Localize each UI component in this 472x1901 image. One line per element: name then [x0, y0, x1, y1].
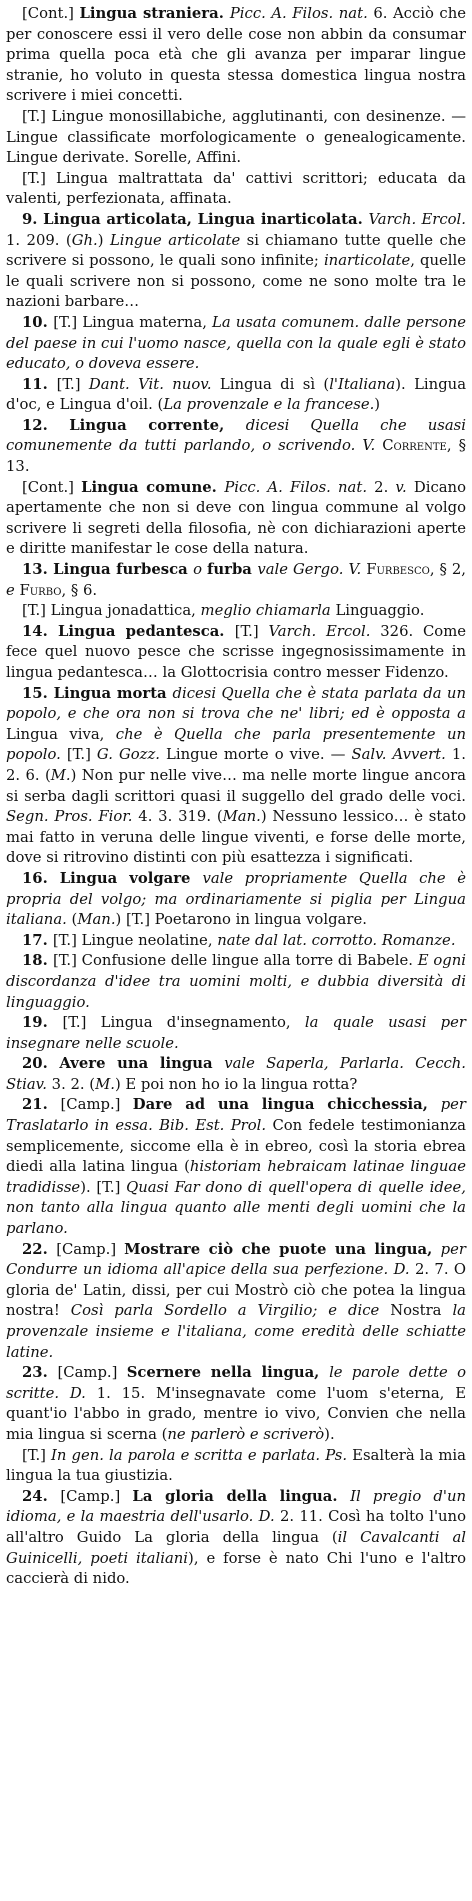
dictionary-entry [6, 1240, 466, 1364]
entry-text: 326. Come fece quel nuovo pesce che scrisse ingegnosissimamente in lingua pedantesca… la Glottocrisia contro messer Fidenzo. [6, 622, 466, 681]
entry-text: Varch. Ercol. [368, 210, 466, 228]
entry-text: 20. Avere una lingua [22, 1055, 225, 1073]
dictionary-entry [6, 560, 466, 601]
entry-text: ). [324, 1425, 335, 1443]
dictionary-entry [6, 313, 466, 375]
entry-text: dicesi Quella che è stata parlata da un popolo, e che ora non si trova che ne' libri; ed è opposta a [6, 684, 466, 723]
entry-text: ) Nessuno lessico… è stato mai fatto in veruna delle lingue viventi, e forse delle morte, dove si ritrovino distinti con più esattezza i significati. [6, 808, 466, 867]
dictionary-entry [6, 1095, 466, 1239]
entry-text: Linguaggio. [330, 602, 425, 620]
entry-text: Segn. Pros. Fior. [6, 808, 133, 826]
entry-text: [Cont.] [22, 478, 82, 496]
entry-text: Scernere nella lingua, [126, 1364, 330, 1382]
entry-text: furba [207, 561, 258, 579]
entry-text: Corrente [382, 437, 447, 455]
entry-text: ) [97, 231, 110, 249]
entry-text: [T.] Lingua d'insegnamento, [62, 1014, 305, 1032]
entry-text: Dant. Vit. nuov. [88, 375, 212, 393]
entry-text: [T.] [234, 622, 269, 640]
entry-text: ) Non pur nelle vive… ma nelle morte lingue ancora si serba dagli scrittori quasi il suggello del grado delle voci. [6, 766, 466, 805]
entry-text: Il pregio d'un idioma, e la maestria dell'usarlo. D. [6, 1487, 467, 1526]
entry-text: [T.] Lingua materna, [53, 313, 212, 331]
entry-text: nate dal lat. corrotto. Romanze. [217, 931, 456, 949]
dictionary-entry [6, 1487, 466, 1590]
entry-text: Con fedele testimonianza semplicemente, siccome ella è in ebreo, così la storia ebrea diedi alla latina lingua ( [6, 1117, 467, 1176]
entry-text: ). Lingua d'oc, e Lingua d'oil. ( [6, 375, 467, 414]
entry-text: Quasi Far dono di quell'opera di quelle idee, non tanto alla lingua quanto alle menti degli uomini che la parlano. [6, 1178, 467, 1238]
entry-text: ) [T.] Poetarono in lingua volgare. [115, 911, 367, 929]
entry-text: la provenzale insieme e l'italiana, come eredità delle schiatte latine. [6, 1302, 466, 1361]
entry-text: Furbo [19, 581, 62, 599]
dictionary-entry [6, 210, 466, 313]
entry-text: Dicano apertamente che non si deve con lingua commune al volgo scrivere li segreti della filosofia, nè con dichiarazioni aperte e diritte manifestar le cose della natura. [6, 478, 466, 558]
dictionary-entry [6, 601, 466, 622]
entry-text: vale propriamente Quella che è propria del volgo; ma ordinariamente si piglia per Lingua italiana. [6, 869, 467, 929]
entry-text: inarticolate [323, 252, 411, 270]
entry-text: 12. Lingua corrente, [22, 416, 246, 434]
entry-text: meglio chiamarla [200, 602, 331, 620]
entry-text: 1. 209. ( [6, 231, 72, 249]
entry-text: Salv. Avvert. [351, 746, 446, 764]
entry-text: [Cont.] [22, 5, 80, 22]
entry-text: Varch. Ercol. [268, 622, 371, 640]
entry-text: Lingua di sì ( [211, 375, 330, 393]
entry-text: M. [50, 766, 71, 784]
entry-text: ). [T.] [80, 1178, 127, 1196]
entry-text: G. Gozz. [96, 746, 160, 764]
entry-text: [Camp.] [56, 1240, 125, 1258]
dictionary-entry [6, 622, 466, 684]
entry-text: Dare ad una lingua chicchessia, [132, 1096, 441, 1114]
entry-text: In gen. la parola e scritta e parlata. Ps. [51, 1446, 348, 1464]
dictionary-entry [6, 931, 466, 952]
entry-text: l'Italiana [329, 375, 396, 393]
entry-text: [T.] [56, 375, 89, 393]
entry-text: E ogni discordanza d'idee tra uomini molti, e dubbia diversità di linguaggio. [6, 952, 466, 1011]
entry-text: Esalterà la mia lingua la tua giustizia. [6, 1446, 466, 1485]
entry-text: e [6, 581, 20, 599]
entry-text: historiam hebraicam latinae linguae tradidisse [6, 1158, 467, 1196]
dictionary-entry [6, 1446, 466, 1487]
dictionary-entry [6, 416, 466, 478]
entry-text: [Camp.] [60, 1096, 133, 1114]
entry-text: [T.] Confusione delle lingue alla torre di Babele. [52, 952, 418, 970]
entry-text: 23. [22, 1364, 58, 1382]
entry-text: 6. Acciò che per conoscere essi il vero delle cose non abbin da consumar prima quella poca età che gli avanza per imparar lingue stranie, ho voluto in questa stessa domestica lingua nostra scrivere i miei concetti. [6, 5, 467, 105]
entry-text: , quelle le quali scrivere non si possono, come ne sono molte tra le nazioni barbare… [6, 252, 466, 311]
entry-text: Lingua viva, [6, 725, 116, 743]
entry-text: Gh. [71, 231, 98, 249]
entry-text: [T.] [22, 1446, 52, 1464]
entry-text: vale Gergo. V. [257, 561, 367, 579]
entry-text: [T.] Lingue monosillabiche, agglutinanti, con desinenze. — Lingue classificate morfologicamente o genealogicamente. Lingue derivate. Sorelle, Affini. [6, 107, 466, 167]
entry-text: vale Saperla, Parlarla. Cecch. Stiav. [6, 1055, 466, 1093]
dictionary-entry [6, 869, 466, 931]
entry-text: per Condurre un idioma all'apice della sua perfezione. D. [6, 1240, 466, 1279]
entry-text: [Camp.] [60, 1487, 133, 1505]
entry-text: Picc. A. Filos. nat. [229, 5, 368, 22]
entry-text: Man. [222, 808, 261, 826]
entry-text: ) [374, 396, 381, 414]
entry-text: ne parlerò e scriverò [167, 1425, 325, 1443]
entry-text: dicesi Quella che usasi comunemente da tutti parlando, o scrivendo. V. [6, 416, 467, 455]
entry-text: [T.] Lingua maltrattata da' cattivi scrittori; educata da valenti, perfezionata, affinata. [6, 169, 466, 208]
entry-text: 17. [22, 931, 53, 949]
entry-text: ( [66, 911, 78, 929]
entry-text: per Traslatarlo in essa. Bib. Est. Prol. [6, 1096, 466, 1135]
entry-text: Così parla Sordello a Virgilio; e dice [70, 1302, 380, 1320]
entry-text: Lingue articolate [109, 231, 241, 249]
entry-text: il Cavalcanti al Guinicelli, poeti italiani [6, 1528, 466, 1567]
entry-text: 2. 7. O gloria de' Latin, dissi, per cui Mostrò ciò che potea la lingua nostra! [6, 1261, 467, 1320]
entry-text: Nostra [379, 1302, 453, 1320]
entry-text: , § 6. [61, 581, 98, 599]
dictionary-entry [6, 1054, 466, 1095]
dictionary-entry [6, 1013, 466, 1054]
entry-text: 22. [22, 1240, 57, 1258]
entry-text: [T.] Lingua jonadattica, [22, 602, 201, 620]
dictionary-entry [6, 684, 466, 869]
entry-text: [T.] [60, 746, 97, 764]
entry-text: 4. 3. 319. ( [132, 808, 223, 826]
entry-text: 3. 2. ( [46, 1075, 96, 1093]
entry-text: 13. Lingua furbesca [22, 561, 194, 579]
entry-text: La provenzale e la francese. [163, 396, 375, 414]
dictionary-entry [6, 169, 466, 210]
entry-text: 1. 2. 6. ( [6, 746, 466, 784]
entry-text: Furbesco [366, 561, 430, 579]
entry-text: , § 2, [429, 561, 466, 579]
entry-text: 16. Lingua volgare [22, 869, 203, 887]
entry-text: ) E poi non ho io la lingua rotta? [114, 1075, 358, 1093]
entry-text: 15. Lingua morta [22, 684, 173, 702]
entry-text: 9. Lingua articolata, Lingua inarticolata. [22, 210, 369, 228]
entry-text: ), e forse è nato Chi l'uno e l'altro caccierà di nido. [6, 1549, 466, 1588]
entry-text: 2. 11. Così ha tolto l'uno all'altro Guido La gloria della lingua ( [6, 1508, 466, 1546]
entry-text: 14. Lingua pedantesca. [22, 622, 235, 640]
entry-text: La usata comunem. dalle persone del paese in cui l'uomo nasce, quella con la quale egli è stato educato, o doveva essere. [6, 313, 466, 373]
entry-text: 19. [22, 1014, 63, 1032]
entry-text: che è Quella che parla presentemente un popolo. [6, 725, 467, 764]
entry-text: 18. [22, 952, 53, 970]
dictionary-entry [6, 375, 466, 416]
entry-text: 11. [22, 375, 57, 393]
entry-text: la quale usasi per insegnare nelle scuole. [6, 1014, 466, 1052]
entry-text: , § 13. [6, 437, 466, 476]
dictionary-entry [6, 4, 466, 107]
entry-text: 21. [22, 1096, 61, 1114]
entry-text: 24. [22, 1487, 61, 1505]
entry-text: 1. 15. M'insegnavate come l'uom s'eterna, E quant'io l'abbo in grado, mentre io vivo, Convien che nella mia lingua si scerna ( [6, 1384, 466, 1443]
entry-text: [T.] Lingue neolatine, [52, 931, 218, 949]
dictionary-entry [6, 1363, 466, 1445]
entry-text: Man. [77, 911, 116, 929]
entry-text: Lingua comune. [81, 478, 225, 496]
entry-text: le parole dette o scritte. D. [6, 1364, 467, 1402]
entry-text: v. [395, 478, 407, 496]
entry-text: [Camp.] [57, 1364, 127, 1382]
entry-text: o [193, 561, 208, 579]
entry-text: 2. [367, 478, 396, 496]
entry-text: si chiamano tutte quelle che scrivere si possono, le quali sono infinite; [6, 231, 467, 270]
dictionary-entry [6, 478, 466, 560]
entry-text: Lingue morte o vive. — [159, 746, 352, 764]
entry-text: La gloria della lingua. [132, 1487, 351, 1505]
dictionary-entry [6, 107, 466, 169]
entry-text: Lingua straniera. [79, 5, 230, 22]
dictionary-entry [6, 951, 466, 1013]
entry-text: M. [95, 1075, 115, 1093]
entry-text: Picc. A. Filos. nat. [224, 478, 368, 496]
entry-text: Mostrare ciò che puote una lingua, [124, 1240, 441, 1258]
entry-text: 10. [22, 313, 54, 331]
